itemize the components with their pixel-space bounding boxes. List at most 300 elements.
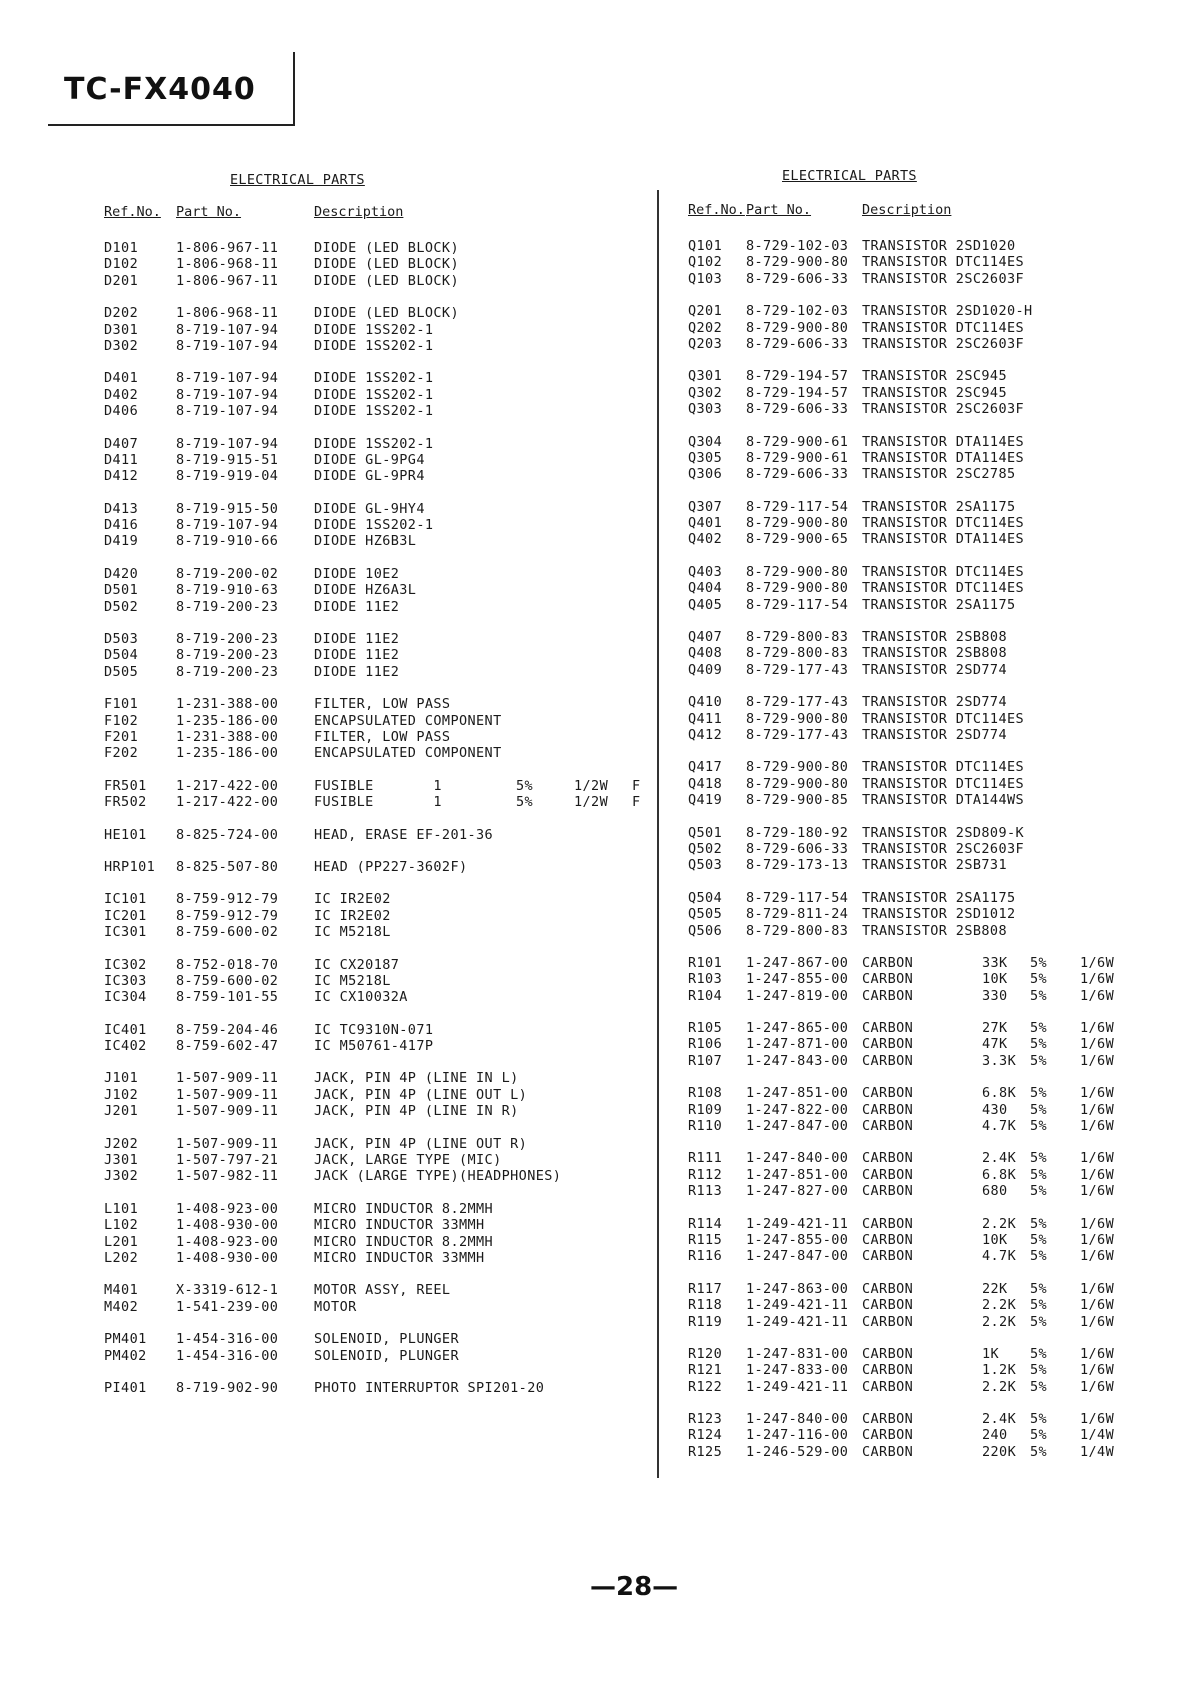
wattage: 1/6W: [1080, 1411, 1115, 1428]
tolerance: 5%: [1030, 1248, 1048, 1265]
part-row: [96, 501, 656, 517]
part-no: 8-719-915-51: [176, 451, 279, 468]
description: JACK (LARGE TYPE)(HEADPHONES): [314, 1168, 562, 1185]
description: MOTOR: [314, 1298, 357, 1315]
part-row: [96, 696, 656, 712]
value: 4.7K: [982, 1248, 1017, 1265]
header-part-no: Part No.: [176, 204, 242, 220]
part-row: [96, 1201, 656, 1217]
description: DIODE GL-9PG4: [314, 451, 425, 468]
ref-no: IC304: [104, 989, 147, 1006]
tolerance: 5%: [1030, 971, 1048, 988]
part-no: 8-719-200-23: [176, 647, 279, 664]
description: IC CX10032A: [314, 989, 408, 1006]
description: DIODE 1SS202-1: [314, 403, 434, 420]
ref-no: Q419: [688, 792, 723, 809]
description: MICRO INDUCTOR 8.2MMH: [314, 1233, 494, 1250]
part-row: [96, 1299, 656, 1315]
tolerance: 5%: [1030, 1427, 1048, 1444]
ref-no: Q505: [688, 906, 723, 923]
ref-no: D102: [104, 256, 139, 273]
part-row: [96, 1136, 656, 1152]
description: CARBON: [862, 1231, 914, 1248]
part-no: 1-247-831-00: [746, 1345, 849, 1362]
description: MICRO INDUCTOR 33MMH: [314, 1217, 485, 1234]
tolerance: 5%: [1030, 954, 1048, 971]
ref-no: Q301: [688, 368, 723, 385]
part-row: [668, 238, 1138, 254]
part-row: [668, 1281, 1138, 1297]
ref-no: IC303: [104, 972, 147, 989]
part-no: 1-249-421-11: [746, 1215, 849, 1232]
ref-no: R112: [688, 1166, 723, 1183]
ref-no: R106: [688, 1036, 723, 1053]
part-no: 1-247-863-00: [746, 1280, 849, 1297]
ref-no: IC401: [104, 1021, 147, 1038]
description: CARBON: [862, 971, 914, 988]
ref-no: D202: [104, 305, 139, 322]
part-no: 8-729-177-43: [746, 726, 849, 743]
part-no: 1-231-388-00: [176, 696, 279, 713]
part-no: 1-249-421-11: [746, 1378, 849, 1395]
description: TRANSISTOR DTA114ES: [862, 433, 1025, 450]
ref-no: Q201: [688, 303, 723, 320]
part-no: 1-246-529-00: [746, 1443, 849, 1460]
wattage: 1/6W: [1080, 1118, 1115, 1135]
description: CARBON: [862, 1345, 914, 1362]
part-row: [668, 531, 1138, 547]
part-row: [668, 645, 1138, 661]
description: IC IR2E02: [314, 907, 391, 924]
part-row: [668, 1248, 1138, 1264]
part-row: [668, 1411, 1138, 1427]
description: TRANSISTOR 2SB808: [862, 922, 1007, 939]
description: TRANSISTOR 2SD809-K: [862, 824, 1025, 841]
ref-no: Q405: [688, 596, 723, 613]
ref-no: Q403: [688, 563, 723, 580]
ref-no: Q202: [688, 319, 723, 336]
description: MICRO INDUCTOR 33MMH: [314, 1249, 485, 1266]
ref-no: HE101: [104, 826, 147, 843]
part-row: [96, 631, 656, 647]
description: PHOTO INTERRUPTOR SPI201-20: [314, 1379, 545, 1396]
model-title: TC-FX4040: [64, 72, 256, 107]
description: ENCAPSULATED COMPONENT: [314, 745, 502, 762]
ref-no: J202: [104, 1135, 139, 1152]
part-row: [96, 517, 656, 533]
description: MOTOR ASSY, REEL: [314, 1282, 451, 1299]
part-no: 1-507-797-21: [176, 1152, 279, 1169]
part-no: 8-759-204-46: [176, 1021, 279, 1038]
column-divider: [657, 190, 659, 1478]
description: TRANSISTOR 2SA1175: [862, 889, 1016, 906]
wattage: 1/6W: [1080, 1150, 1115, 1167]
part-row: [668, 923, 1138, 939]
description: TRANSISTOR DTC114ES: [862, 515, 1025, 532]
ref-no: L202: [104, 1249, 139, 1266]
ref-no: Q102: [688, 254, 723, 271]
ref-no: Q411: [688, 710, 723, 727]
description: CARBON: [862, 1411, 914, 1428]
header-ref-no: Ref.No.: [688, 202, 745, 218]
part-row: [668, 857, 1138, 873]
part-no: 8-719-919-04: [176, 468, 279, 485]
part-no: 1-507-909-11: [176, 1070, 279, 1087]
wattage: 1/6W: [1080, 1036, 1115, 1053]
ref-no: R105: [688, 1020, 723, 1037]
part-no: 1-247-840-00: [746, 1411, 849, 1428]
description: CARBON: [862, 1378, 914, 1395]
wattage: 1/6W: [1080, 954, 1115, 971]
part-row: [668, 776, 1138, 792]
tolerance: 5%: [1030, 1183, 1048, 1200]
page-number: —28—: [590, 1572, 679, 1602]
right-parts-list: [668, 238, 1138, 1460]
part-row: [96, 745, 656, 761]
description: TRANSISTOR 2SD1020: [862, 238, 1016, 254]
part-no: 1-235-186-00: [176, 745, 279, 762]
part-no: 1-247-855-00: [746, 971, 849, 988]
description: FILTER, LOW PASS: [314, 728, 451, 745]
part-row: [668, 1346, 1138, 1362]
tolerance: 5%: [1030, 1020, 1048, 1037]
description: TRANSISTOR DTC114ES: [862, 580, 1025, 597]
part-row: [668, 1102, 1138, 1118]
description: DIODE 11E2: [314, 663, 400, 680]
ref-no: HRP101: [104, 858, 156, 875]
value: 47K: [982, 1036, 1008, 1053]
description: JACK, PIN 4P (LINE IN R): [314, 1103, 519, 1120]
description: TRANSISTOR 2SD1012: [862, 906, 1016, 923]
part-no: 8-729-117-54: [746, 498, 849, 515]
ref-no: D406: [104, 403, 139, 420]
part-no: 1-235-186-00: [176, 712, 279, 729]
description: TRANSISTOR 2SC2603F: [862, 840, 1025, 857]
description: CARBON: [862, 1280, 914, 1297]
part-no: 8-729-900-80: [746, 580, 849, 597]
part-row: [668, 385, 1138, 401]
part-row: [96, 664, 656, 680]
part-no: 1-507-982-11: [176, 1168, 279, 1185]
ref-no: PI401: [104, 1379, 147, 1396]
part-row: [668, 1297, 1138, 1313]
part-no: 1-507-909-11: [176, 1135, 279, 1152]
part-no: 1-247-840-00: [746, 1150, 849, 1167]
description: DIODE (LED BLOCK): [314, 305, 459, 322]
part-row: [668, 1085, 1138, 1101]
part-row: [96, 1103, 656, 1119]
ref-no: Q304: [688, 433, 723, 450]
value: 680: [982, 1183, 1008, 1200]
value: 240: [982, 1427, 1008, 1444]
tolerance: 5%: [1030, 1215, 1048, 1232]
tolerance: 5%: [1030, 1313, 1048, 1330]
description: CARBON: [862, 1362, 914, 1379]
description: CARBON: [862, 987, 914, 1004]
ref-no: Q412: [688, 726, 723, 743]
part-row: [668, 1150, 1138, 1166]
ref-no: Q504: [688, 889, 723, 906]
ref-no: Q502: [688, 840, 723, 857]
value: 1.2K: [982, 1362, 1017, 1379]
part-row: [96, 908, 656, 924]
ref-no: R113: [688, 1183, 723, 1200]
description: TRANSISTOR 2SA1175: [862, 498, 1016, 515]
value: 2.4K: [982, 1411, 1017, 1428]
part-no: 8-719-200-23: [176, 663, 279, 680]
part-row: [96, 827, 656, 843]
description: CARBON: [862, 1248, 914, 1265]
tolerance: 5%: [1030, 1118, 1048, 1135]
description: TRANSISTOR 2SA1175: [862, 596, 1016, 613]
wattage: 1/4W: [1080, 1443, 1115, 1460]
value: 33K: [982, 954, 1008, 971]
description: TRANSISTOR 2SB731: [862, 857, 1007, 874]
part-no: 1-408-930-00: [176, 1217, 279, 1234]
part-row: [668, 1053, 1138, 1069]
description: HEAD (PP227-3602F): [314, 858, 468, 875]
part-row: [96, 713, 656, 729]
part-no: 8-729-900-61: [746, 433, 849, 450]
description: DIODE GL-9HY4: [314, 500, 425, 517]
part-no: 8-719-200-23: [176, 631, 279, 648]
part-row: [96, 729, 656, 745]
ref-no: R114: [688, 1215, 723, 1232]
ref-no: Q407: [688, 629, 723, 646]
description: CARBON: [862, 1313, 914, 1330]
part-row: [668, 597, 1138, 613]
description: FILTER, LOW PASS: [314, 696, 451, 713]
part-no: 8-729-900-65: [746, 531, 849, 548]
part-no: 1-247-116-00: [746, 1427, 849, 1444]
part-row: [668, 1314, 1138, 1330]
part-no: 1-247-847-00: [746, 1118, 849, 1135]
wattage: 1/2W: [574, 794, 609, 811]
part-no: 1-454-316-00: [176, 1331, 279, 1348]
part-no: 8-729-194-57: [746, 368, 849, 385]
ref-no: D419: [104, 533, 139, 550]
description: CARBON: [862, 1036, 914, 1053]
part-no: 1-247-843-00: [746, 1052, 849, 1069]
part-no: 8-759-912-79: [176, 891, 279, 908]
part-no: 8-759-600-02: [176, 924, 279, 941]
part-no: 8-759-912-79: [176, 907, 279, 924]
value: 10K: [982, 971, 1008, 988]
part-no: 8-729-800-83: [746, 645, 849, 662]
ref-no: Q409: [688, 661, 723, 678]
tolerance: 5%: [1030, 1411, 1048, 1428]
ref-no: R118: [688, 1297, 723, 1314]
description: TRANSISTOR DTC114ES: [862, 775, 1025, 792]
part-row: [668, 401, 1138, 417]
part-no: 8-719-107-94: [176, 435, 279, 452]
description: JACK, PIN 4P (LINE OUT L): [314, 1086, 528, 1103]
description: TRANSISTOR 2SD1020-H: [862, 303, 1033, 320]
wattage: 1/6W: [1080, 1280, 1115, 1297]
description: HEAD, ERASE EF-201-36: [314, 826, 494, 843]
part-no: 1-541-239-00: [176, 1298, 279, 1315]
part-no: 8-729-900-80: [746, 515, 849, 532]
part-row: [96, 1380, 656, 1396]
model-title-box: [48, 52, 295, 126]
part-no: 8-719-902-90: [176, 1379, 279, 1396]
part-no: 8-729-177-43: [746, 694, 849, 711]
description: DIODE 1SS202-1: [314, 370, 434, 387]
description: CARBON: [862, 1297, 914, 1314]
description: CARBON: [862, 1215, 914, 1232]
description: TRANSISTOR 2SD774: [862, 694, 1007, 711]
part-row: [96, 305, 656, 321]
part-no: 1-408-923-00: [176, 1233, 279, 1250]
header-part-no: Part No.: [746, 202, 812, 218]
part-row: [668, 499, 1138, 515]
part-no: 8-729-117-54: [746, 889, 849, 906]
part-no: 8-729-606-33: [746, 466, 849, 483]
ref-no: J102: [104, 1086, 139, 1103]
part-row: [96, 1168, 656, 1184]
description: DIODE (LED BLOCK): [314, 240, 459, 256]
value: 2.4K: [982, 1150, 1017, 1167]
part-no: 8-729-900-85: [746, 792, 849, 809]
tolerance: 5%: [1030, 1297, 1048, 1314]
part-row: [96, 566, 656, 582]
part-no: 1-249-421-11: [746, 1297, 849, 1314]
part-row: [96, 859, 656, 875]
part-row: [96, 794, 656, 810]
wattage: 1/6W: [1080, 1248, 1115, 1265]
ref-no: R101: [688, 954, 723, 971]
ref-no: Q401: [688, 515, 723, 532]
part-row: [668, 727, 1138, 743]
part-no: 8-759-600-02: [176, 972, 279, 989]
part-row: [96, 452, 656, 468]
part-no: 8-719-910-66: [176, 533, 279, 550]
tolerance: 5%: [1030, 1036, 1048, 1053]
flag: F: [632, 777, 641, 794]
tolerance: 5%: [516, 777, 534, 794]
part-row: [668, 988, 1138, 1004]
ref-no: F201: [104, 728, 139, 745]
part-no: 8-719-910-63: [176, 582, 279, 599]
ref-no: R116: [688, 1248, 723, 1265]
part-no: 8-729-800-83: [746, 922, 849, 939]
ref-no: R117: [688, 1280, 723, 1297]
wattage: 1/6W: [1080, 1362, 1115, 1379]
part-row: [96, 647, 656, 663]
description: IC IR2E02: [314, 891, 391, 908]
ref-no: IC201: [104, 907, 147, 924]
wattage: 1/6W: [1080, 971, 1115, 988]
description: TRANSISTOR DTC114ES: [862, 759, 1025, 776]
ref-no: D302: [104, 337, 139, 354]
part-no: 1-249-421-11: [746, 1313, 849, 1330]
part-no: 1-247-851-00: [746, 1166, 849, 1183]
part-no: 1-507-909-11: [176, 1086, 279, 1103]
header-description: Description: [862, 202, 952, 218]
part-no: 8-729-606-33: [746, 401, 849, 418]
part-row: [96, 338, 656, 354]
description: DIODE 11E2: [314, 647, 400, 664]
part-row: [96, 1331, 656, 1347]
description: CARBON: [862, 1085, 914, 1102]
part-no: 1-247-867-00: [746, 954, 849, 971]
part-row: [668, 515, 1138, 531]
part-no: 8-729-900-80: [746, 319, 849, 336]
description: DIODE 1SS202-1: [314, 337, 434, 354]
ref-no: R121: [688, 1362, 723, 1379]
part-no: X-3319-612-1: [176, 1282, 279, 1299]
description: TRANSISTOR 2SC2603F: [862, 335, 1025, 352]
description: IC CX20187: [314, 956, 400, 973]
header-description: Description: [314, 204, 404, 220]
tolerance: 5%: [1030, 1101, 1048, 1118]
description: DIODE (LED BLOCK): [314, 272, 459, 289]
description: CARBON: [862, 1101, 914, 1118]
part-row: [668, 1036, 1138, 1052]
description: CARBON: [862, 1150, 914, 1167]
part-no: 1-247-819-00: [746, 987, 849, 1004]
part-no: 1-806-968-11: [176, 256, 279, 273]
ref-no: R111: [688, 1150, 723, 1167]
value: 6.8K: [982, 1085, 1017, 1102]
description: SOLENOID, PLUNGER: [314, 1331, 459, 1348]
part-row: [668, 662, 1138, 678]
ref-no: R103: [688, 971, 723, 988]
description: TRANSISTOR DTC114ES: [862, 319, 1025, 336]
value: 10K: [982, 1231, 1008, 1248]
part-row: [96, 1087, 656, 1103]
part-row: [96, 403, 656, 419]
part-row: [96, 1152, 656, 1168]
part-no: 8-729-900-80: [746, 563, 849, 580]
ref-no: Q101: [688, 238, 723, 254]
part-no: 1-217-422-00: [176, 777, 279, 794]
part-row: [668, 1118, 1138, 1134]
part-row: [96, 370, 656, 386]
wattage: 1/4W: [1080, 1427, 1115, 1444]
ref-no: J302: [104, 1168, 139, 1185]
description: DIODE (LED BLOCK): [314, 256, 459, 273]
tolerance: 5%: [1030, 987, 1048, 1004]
ref-no: R122: [688, 1378, 723, 1395]
wattage: 1/6W: [1080, 1020, 1115, 1037]
part-no: 8-729-606-33: [746, 335, 849, 352]
description: TRANSISTOR 2SC945: [862, 384, 1007, 401]
part-no: 1-247-833-00: [746, 1362, 849, 1379]
ref-no: R123: [688, 1411, 723, 1428]
ref-no: Q307: [688, 498, 723, 515]
wattage: 1/6W: [1080, 1052, 1115, 1069]
ref-no: D503: [104, 631, 139, 648]
ref-no: R115: [688, 1231, 723, 1248]
part-no: 8-729-900-80: [746, 710, 849, 727]
part-no: 8-719-107-94: [176, 337, 279, 354]
tolerance: 5%: [1030, 1085, 1048, 1102]
part-no: 1-806-968-11: [176, 305, 279, 322]
part-row: [96, 1348, 656, 1364]
description: DIODE 1SS202-1: [314, 517, 434, 534]
ref-no: D420: [104, 565, 139, 582]
description: TRANSISTOR 2SC2603F: [862, 270, 1025, 287]
ref-no: D401: [104, 370, 139, 387]
part-row: [668, 1444, 1138, 1460]
part-no: 1-247-827-00: [746, 1183, 849, 1200]
description: TRANSISTOR 2SC2785: [862, 466, 1016, 483]
part-no: 8-729-606-33: [746, 840, 849, 857]
ref-no: Q203: [688, 335, 723, 352]
ref-no: D101: [104, 240, 139, 256]
value: 330: [982, 987, 1008, 1004]
